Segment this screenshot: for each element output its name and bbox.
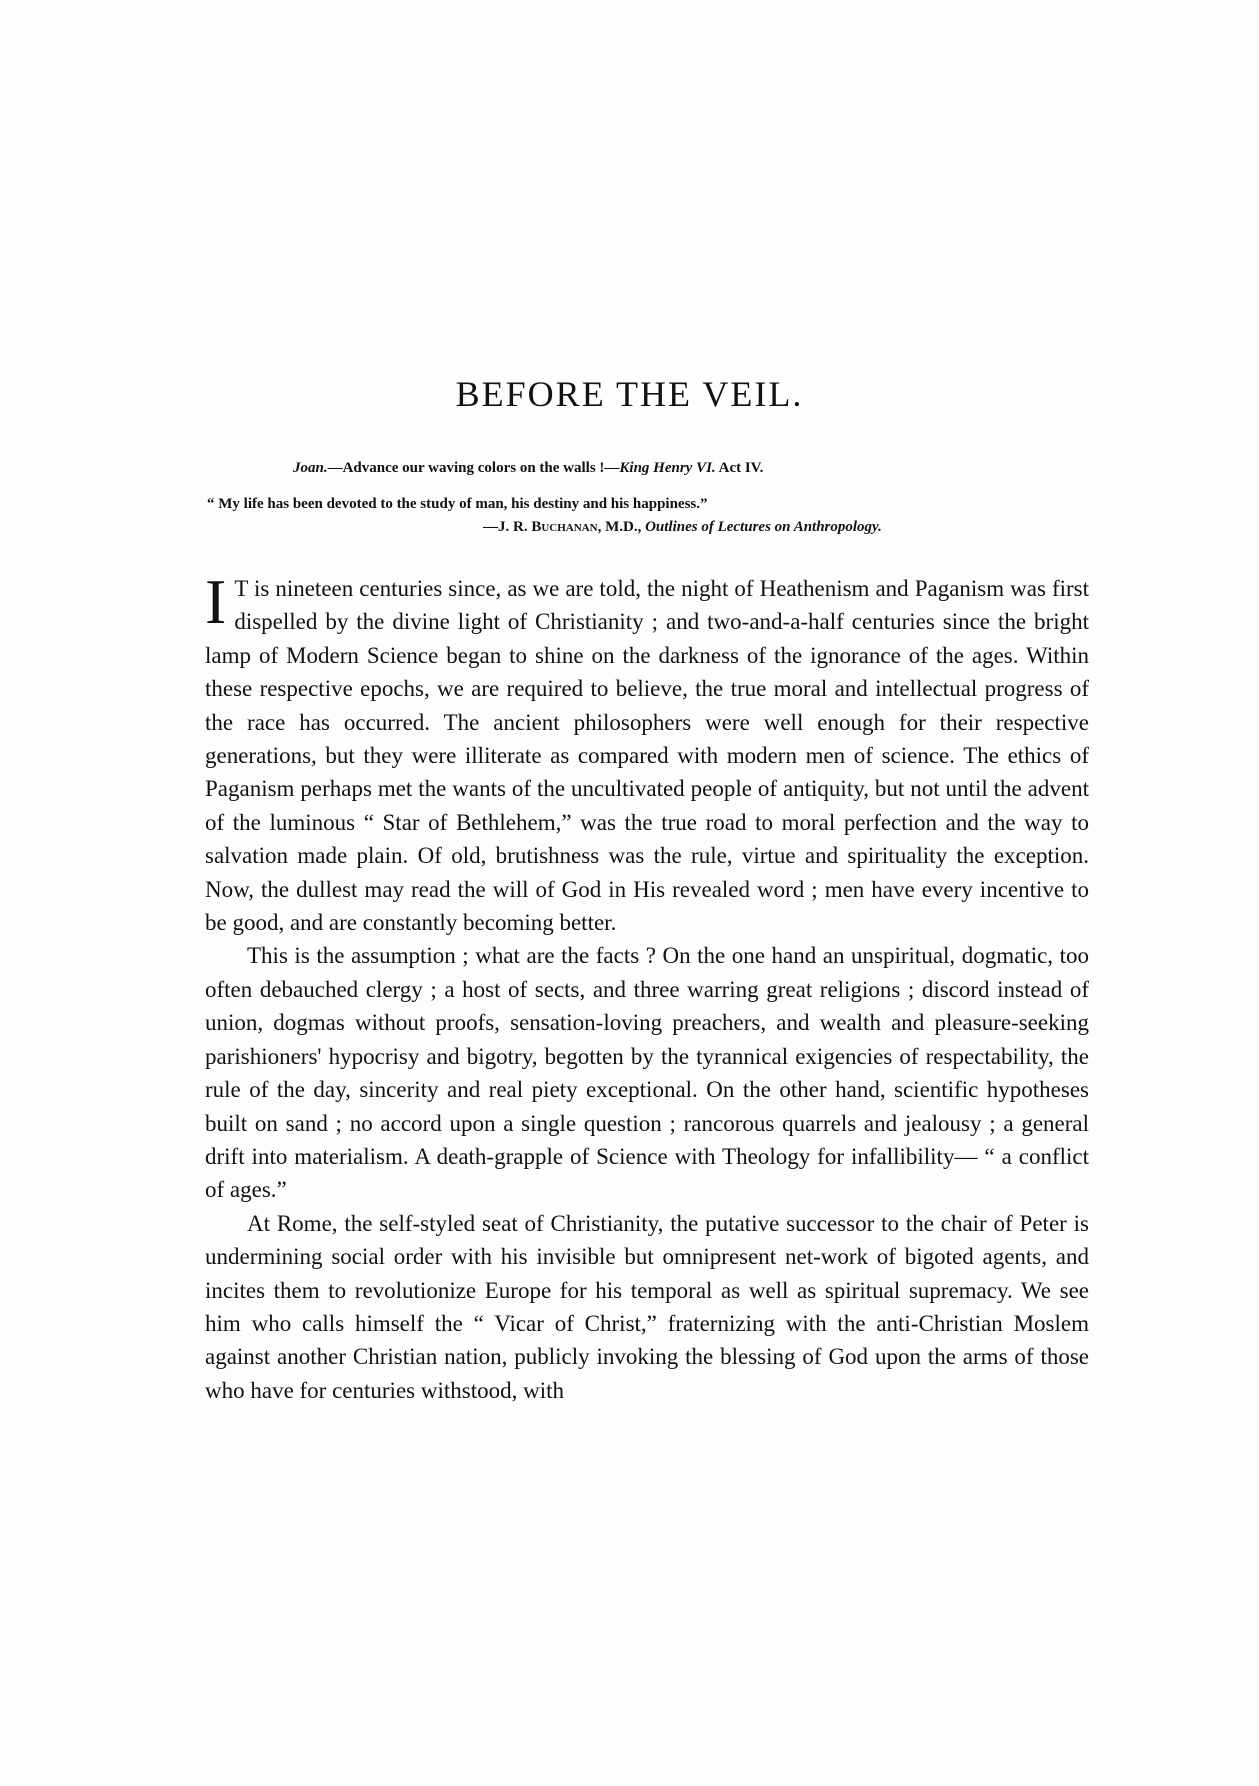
paragraph-1 [205, 566, 1089, 939]
epigraph-shakespeare [293, 458, 763, 478]
body-text [205, 566, 1089, 1407]
epigraph-act: Act IV. [715, 460, 764, 476]
attribution-author: Buchanan [531, 519, 598, 535]
attribution-prefix: —J. R. [483, 519, 532, 535]
drop-cap: I [205, 566, 227, 637]
attribution-degree: , M.D., [597, 519, 646, 535]
epigraph-buchanan-quote: “ My life has been devoted to the study of man, his destiny and his happiness.” [207, 496, 708, 512]
epigraph-buchanan-attribution [483, 517, 882, 537]
epigraph-quote: —Advance our waving colors on the walls !— [327, 460, 620, 476]
attribution-work: Outlines of Lectures on Anthropology. [645, 519, 882, 535]
chapter-title: BEFORE THE VEIL. [455, 374, 804, 414]
epigraph-work: King Henry VI. [619, 460, 716, 476]
paragraph-1-text: T is nineteen centuries since, as we are told, the night of Heathenism and Paganism was first dispelled by the divine light of Christianity ; and two-and-a-half centuries since the bright lamp of Modern Science began to shine on the darkness of the ignorance of the ages. Within these respective epochs, we are required to believe, the true moral and intellectual progress of the race has occurred. The ancient philosophers were well enough for their respective generations, but they were illiterate as compared with modern men of science. The ethics of Paganism perhaps met the wants of the uncultivated people of antiquity, but not until the advent of the luminous “ Star of Bethlehem,” was the true road to moral perfection and the way to salvation made plain. Of old, brutishness was the rule, virtue and spirituality the exception. Now, the dullest may read the will of God in His revealed word ; men have every incentive to be good, and are constantly becoming better. [205, 576, 1089, 936]
paragraph-2: This is the assumption ; what are the facts ? On the one hand an unspiritual, dogmatic, too often debauched clergy ; a host of sects, and three warring great religions ; discord instead of union, dogmas without proofs, sensation-loving preachers, and wealth and pleasure-seeking parishioners' hypocrisy and bigotry, begotten by the tyrannical exigencies of respectability, the rule of the day, sincerity and real piety exceptional. On the other hand, scientific hypotheses built on sand ; no accord upon a single question ; rancorous quarrels and jealousy ; a general drift into materialism. A death-grapple of Science with Theology for infallibility— “ a conflict of ages.” [205, 943, 1089, 1203]
paragraph-3: At Rome, the self-styled seat of Christianity, the putative successor to the chair of Peter is undermining social order with his invisible but omnipresent net-work of bigoted agents, and incites them to revolutionize Europe for his temporal as well as spiritual supremacy. We see him who calls himself the “ Vicar of Christ,” fraternizing with the anti-Christian Moslem against another Christian nation, publicly invoking the blessing of God upon the arms of those who have for centuries withstood, with [205, 1210, 1089, 1403]
epigraph-speaker: Joan. [293, 460, 328, 476]
